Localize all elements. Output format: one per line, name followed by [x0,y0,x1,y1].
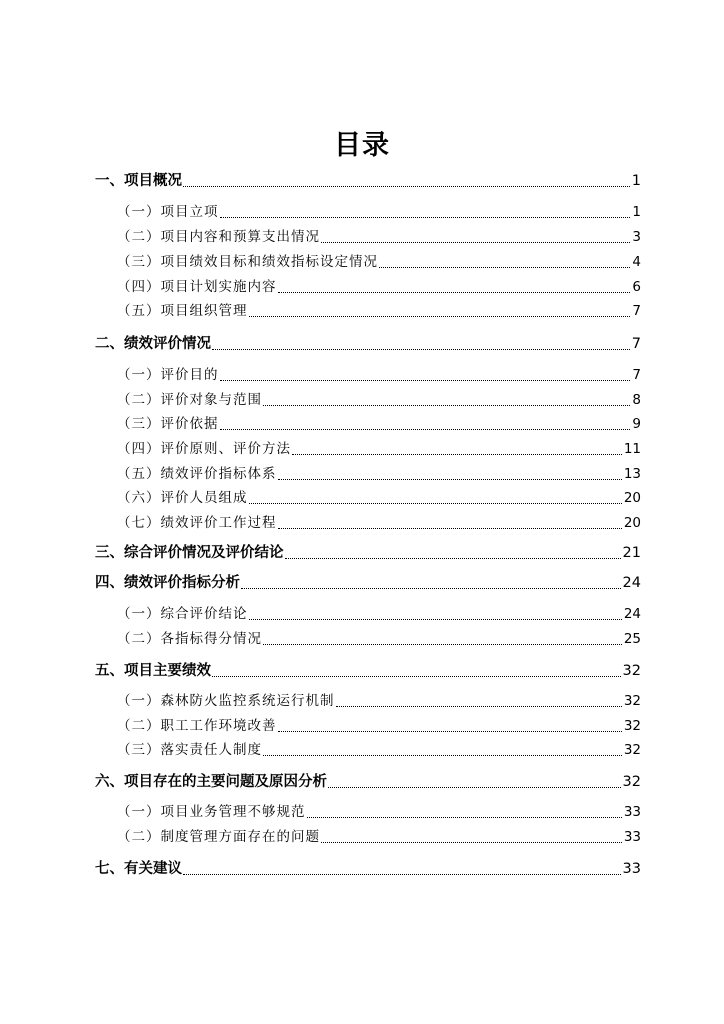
toc-section-label: 三、综合评价情况及评价结论 [95,545,284,561]
toc-page-number: 32 [623,693,641,709]
dot-leader [307,817,622,818]
toc-page-number: 1 [632,204,641,220]
dot-leader [220,217,631,218]
toc-page-number: 20 [623,490,641,506]
toc-section[interactable] [95,542,641,564]
dot-leader [249,316,631,317]
toc-item-label: （四）项目计划实施内容 [117,279,277,295]
toc-section-label: 一、项目概况 [95,173,182,189]
toc-item[interactable] [117,389,641,411]
toc-page-number: 33 [623,829,641,845]
toc-page-number: 1 [631,173,641,189]
dot-leader [321,242,630,243]
toc-item-label: （一）森林防火监控系统运行机制 [117,693,335,709]
toc-section[interactable] [95,333,641,355]
toc-page-number: 24 [623,606,641,622]
toc-page-number: 7 [631,336,641,352]
toc-item-label: （四）评价原则、评价方法 [117,441,291,457]
dot-leader [183,186,630,187]
dot-leader [285,558,621,559]
dot-leader [220,380,631,381]
toc-section-label: 五、项目主要绩效 [95,663,211,679]
toc-item[interactable] [117,438,641,460]
toc-section-label: 二、绩效评价情况 [95,336,211,352]
dot-leader [263,644,622,645]
toc-page-number: 32 [622,663,641,679]
toc-item-label: （二）各指标得分情况 [117,631,262,647]
toc-page-number: 33 [623,804,641,820]
toc-item[interactable] [117,364,641,386]
toc-page-number: 33 [622,861,641,877]
dot-leader [212,676,621,677]
toc-item-label: （六）评价人员组成 [117,490,248,506]
toc-item-label: （一）项目立项 [117,204,219,220]
toc-item-label: （三）落实责任人制度 [117,742,262,758]
toc-item[interactable] [117,276,641,298]
toc-item-label: （三）评价依据 [117,416,219,432]
dot-leader [321,842,622,843]
toc-item[interactable] [117,512,641,534]
dot-leader [263,405,630,406]
toc-item[interactable] [117,300,641,322]
dot-leader [278,528,622,529]
toc-page-number: 7 [632,367,641,383]
toc-section[interactable] [95,771,641,793]
toc-page-number: 13 [623,466,641,482]
dot-leader [278,479,622,480]
toc-page-number: 9 [632,416,641,432]
toc-item[interactable] [117,715,641,737]
toc-item[interactable] [117,628,641,650]
toc-item[interactable] [117,801,641,823]
dot-leader [379,267,630,268]
dot-leader [249,619,622,620]
toc-item-label: （一）综合评价结论 [117,606,248,622]
toc-page-number: 32 [623,742,641,758]
dot-leader [241,588,621,589]
toc-section[interactable] [95,660,641,682]
toc-item[interactable] [117,226,641,248]
toc-section[interactable] [95,858,641,880]
toc-item-label: （三）项目绩效目标和绩效指标设定情况 [117,254,378,270]
toc-page-number: 20 [623,515,641,531]
toc-page-number: 8 [632,392,641,408]
toc-page-number: 24 [622,575,641,591]
dot-leader [263,755,622,756]
toc-section-label: 七、有关建议 [95,861,182,877]
toc-item[interactable] [117,603,641,625]
toc-section[interactable] [95,572,641,594]
toc-item-label: （一）评价目的 [117,367,219,383]
toc-item[interactable] [117,487,641,509]
toc-item[interactable] [117,463,641,485]
toc-section-label: 四、绩效评价指标分析 [95,575,240,591]
toc-item[interactable] [117,826,641,848]
dot-leader [336,706,622,707]
toc-page-number: 6 [632,279,641,295]
dot-leader [278,731,622,732]
dot-leader [212,349,630,350]
toc-page-number: 4 [632,254,641,270]
toc-item-label: （二）评价对象与范围 [117,392,262,408]
toc-item[interactable] [117,690,641,712]
dot-leader [220,429,631,430]
dot-leader [183,874,621,875]
toc-item[interactable] [117,251,641,273]
toc-item-label: （二）制度管理方面存在的问题 [117,829,320,845]
dot-leader [278,292,631,293]
toc-item-label: （五）绩效评价指标体系 [117,466,277,482]
toc-item-label: （一）项目业务管理不够规范 [117,804,306,820]
dot-leader [328,787,621,788]
toc-item-label: （七）绩效评价工作过程 [117,515,277,531]
toc-item-label: （二）职工工作环境改善 [117,718,277,734]
toc-page-number: 32 [623,718,641,734]
toc-page-number: 21 [622,545,641,561]
toc-page-number: 3 [632,229,641,245]
document-title: 目录 [334,130,390,161]
toc-item-label: （五）项目组织管理 [117,303,248,319]
dot-leader [292,454,622,455]
toc-item-label: （二）项目内容和预算支出情况 [117,229,320,245]
toc-item[interactable] [117,201,641,223]
toc-item[interactable] [117,413,641,435]
toc-page-number: 32 [622,774,641,790]
toc-page-number: 11 [623,441,641,457]
toc-section[interactable] [95,170,641,192]
toc-page-number: 25 [623,631,641,647]
toc-page-number: 7 [632,303,641,319]
toc-item[interactable] [117,739,641,761]
toc-section-label: 六、项目存在的主要问题及原因分析 [95,774,327,790]
dot-leader [249,503,622,504]
